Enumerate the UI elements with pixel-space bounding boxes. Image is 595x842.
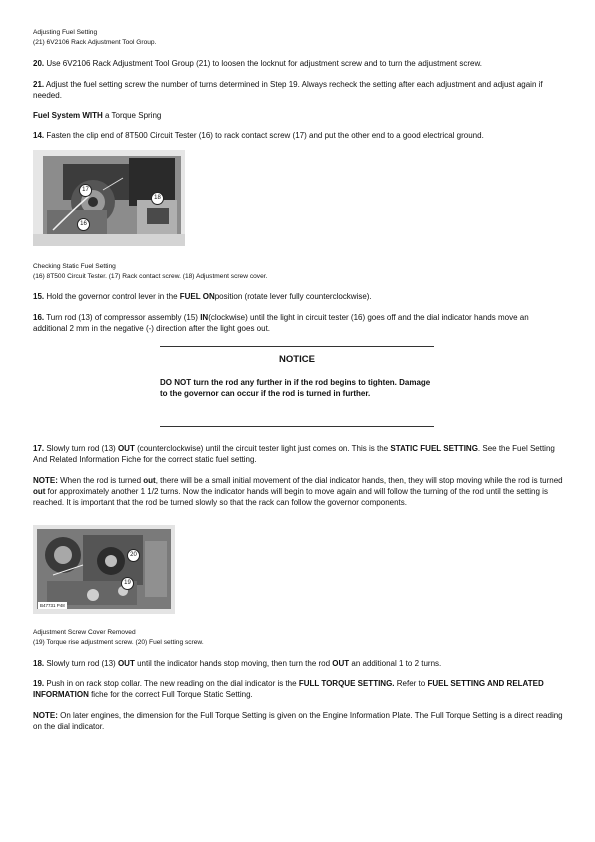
step-emphasis: FUEL SETTING AND RELATED INFORMATION <box>33 679 544 700</box>
caption-subtitle: (19) Torque rise adjustment screw. (20) Fuel setting screw. <box>33 639 204 646</box>
note-label: NOTE: <box>33 711 58 720</box>
step-18 <box>33 658 563 669</box>
step-21 <box>33 79 561 101</box>
step-text: (counterclockwise) until the circuit tester light just comes on. This is the <box>134 444 391 453</box>
step-number: 19. <box>33 679 45 688</box>
photo-checking-static-fuel <box>33 150 185 246</box>
step-text: Turn rod (13) of compressor assembly (15) <box>46 313 201 322</box>
step-emphasis: OUT <box>117 444 135 453</box>
step-20 <box>33 58 563 69</box>
section-heading-torque-spring <box>33 110 563 121</box>
callout-18: 18 <box>151 192 164 205</box>
note-emphasis: out <box>33 487 46 497</box>
step-number: 14. <box>33 131 45 140</box>
step-text: Slowly turn rod (13) <box>46 444 118 453</box>
engine-photo-illustration <box>33 525 175 614</box>
note-text: , there will be a small initial movement of the dial indicator hands, then, they will stop moving while the rod is turned <box>155 476 563 485</box>
note-rod-turning <box>33 475 563 509</box>
step-text: fiche for the correct Full Torque Static Setting. <box>88 690 253 700</box>
heading-rest: a Torque Spring <box>102 111 162 120</box>
step-number: 17. <box>33 444 45 453</box>
notice-title: NOTICE <box>279 354 315 365</box>
figure-caption-static-fuel <box>33 262 563 282</box>
note-text: When the rod is turned <box>57 476 144 485</box>
step-text: (clockwise) until the light in circuit tester (16) goes off and the dial indicator hands move an additional 2 mm in the negative (-) direction after the light goes out. <box>33 313 529 334</box>
photo-tag: B47731 P48 <box>40 603 65 608</box>
step-text: position (rotate lever fully counterclockwise). <box>214 292 372 301</box>
step-text: until the indicator hands stop moving, then turn the rod <box>134 659 333 668</box>
step-text: Refer to <box>394 679 428 688</box>
figure-caption-adjusting-fuel <box>33 28 563 48</box>
step-text: Use 6V2106 Rack Adjustment Tool Group (21) to loosen the locknut for adjustment screw and to turn the adjustment screw. <box>46 59 482 68</box>
step-emphasis: FULL TORQUE SETTING. <box>298 679 395 688</box>
callout-19: 19 <box>121 577 134 590</box>
step-number: 18. <box>33 659 45 668</box>
notice-body: DO NOT turn the rod any further in if the rod begins to tighten. Damage to the governor can occur if the rod is turned in further. <box>160 378 431 399</box>
step-emphasis: OUT <box>117 659 135 668</box>
step-15 <box>33 291 563 302</box>
callout-20: 20 <box>127 549 140 562</box>
step-17 <box>33 443 563 465</box>
step-emphasis: FUEL ON <box>179 292 215 301</box>
step-19 <box>33 678 563 700</box>
step-text: Push in on rack stop collar. The new reading on the dial indicator is the <box>46 679 299 688</box>
step-emphasis: IN <box>200 313 209 322</box>
step-emphasis: STATIC FUEL SETTING <box>390 444 478 453</box>
caption-title: Checking Static Fuel Setting <box>33 263 116 270</box>
callout-17: 17 <box>79 184 92 197</box>
caption-title: Adjustment Screw Cover Removed <box>33 629 136 636</box>
step-text: Slowly turn rod (13) <box>46 659 118 668</box>
step-14 <box>33 130 563 141</box>
step-text: Hold the governor control lever in the <box>46 292 180 301</box>
step-text: Fasten the clip end of 8T500 Circuit Tester (16) to rack contact screw (17) and put the other end to a good electrical ground. <box>46 131 484 140</box>
figure-caption-cover-removed <box>33 628 563 648</box>
note-text: On later engines, the dimension for the Full Torque Setting is given on the Engine Information Plate. The Full Torque Setting is a direct reading on the dial indicator. <box>33 711 563 732</box>
step-number: 21. <box>33 80 45 89</box>
notice-bottom-rule <box>160 426 434 427</box>
heading-bold: Fuel System WITH <box>33 111 103 120</box>
step-text: Adjust the fuel setting screw the number of turns determined in Step 19. Always recheck the setting after each adjustment and adjust again if needed. <box>33 80 543 101</box>
caption-subtitle: (16) 8T500 Circuit Tester. (17) Rack contact screw. (18) Adjustment screw cover. <box>33 273 268 280</box>
note-engine-plate <box>33 710 563 732</box>
note-label: NOTE: <box>33 476 58 485</box>
step-text: an additional 1 to 2 turns. <box>349 659 442 668</box>
caption-title: Adjusting Fuel Setting <box>33 29 98 36</box>
note-text: for approximately another 1 1/2 turns. Now the indicator hands will begin to move again and will follow the turning of the rod until the setting is reached. It is important that the rod be turned slowly so that the rack can follow the governor components. <box>33 487 548 508</box>
step-text: . See the Fuel Setting And Related Information Fiche for the correct static fuel setting. <box>33 444 555 465</box>
step-number: 20. <box>33 59 45 68</box>
step-number: 16. <box>33 313 45 322</box>
caption-subtitle: (21) 6V2106 Rack Adjustment Tool Group. <box>33 39 157 46</box>
note-emphasis: out <box>143 476 156 485</box>
notice-top-rule <box>160 346 434 347</box>
step-emphasis: OUT <box>332 659 350 668</box>
callout-16: 16 <box>77 218 90 231</box>
step-16 <box>33 312 563 334</box>
photo-adjustment-cover-removed <box>33 525 175 614</box>
step-number: 15. <box>33 292 45 301</box>
